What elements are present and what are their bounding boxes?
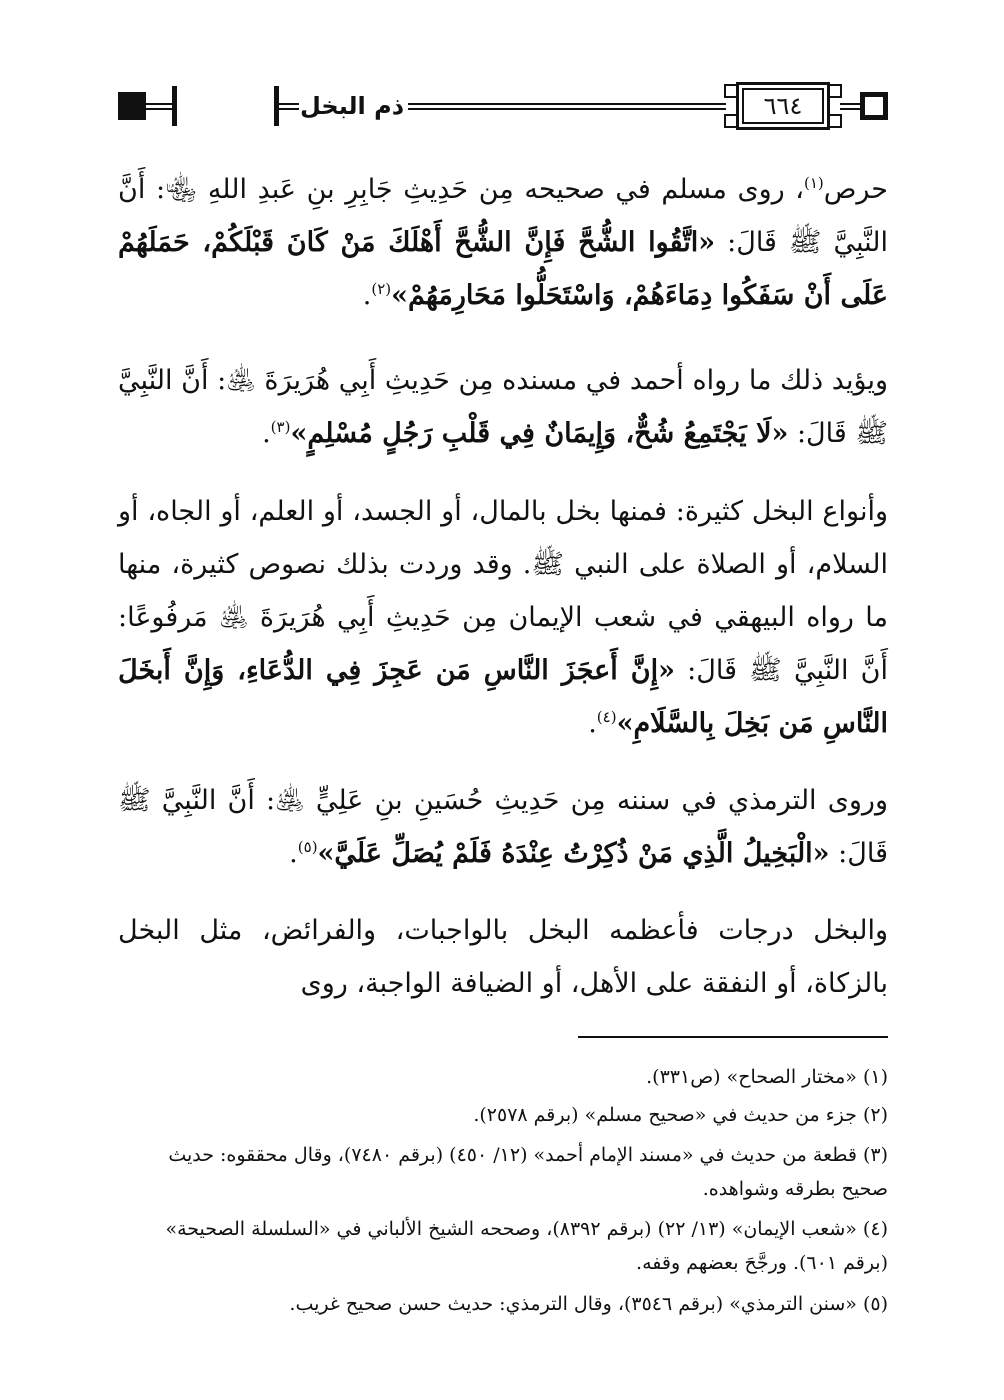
header-rule [279,103,299,110]
hadith-quote: «إِنَّ أَعجَزَ النَّاسِ مَن عَجِزَ فِي الدُّعَاءِ، وَإِنَّ أَبخَلَ النَّاسِ مَن بَخِلَ بِالسَّلَامِ» [118,655,888,739]
footnote-ref-5[interactable]: (٥) [297,838,318,856]
header-rule [408,103,726,110]
footnote-5: (٥) «سنن الترمذي» (برقم ٣٥٤٦)، وقال الترمذي: حديث حسن صحيح غريب. [289,1293,888,1315]
paragraph-4: وروى الترمذي في سننه مِن حَدِيثِ حُسَينِ بنِ عَلِيٍّ ﵁: أَنَّ النَّبِيَّ ﷺ قَالَ: «الْبَخِيلُ الَّذِي مَنْ ذُكِرْتُ عِنْدَهُ فَلَمْ يُصَلِّ عَلَيَّ»$^{(٥)}$. [118,785,888,869]
footnote-ref-1[interactable]: (١) [803,174,824,192]
header-left-square-ornament [118,92,146,120]
frame-corner-ornament [828,114,842,128]
footnote-3: (٣) قطعة من حديث في «مسند الإمام أحمد» (١٢/ ٤٥٠) (برقم ٧٤٨٠)، وقال محققوه: حديث صحيح بطرقه وشواهده. [168,1144,888,1200]
footnote-ref-2[interactable]: (٢) [371,280,392,298]
hadith-quote: «اتَّقُوا الشُّحَّ فَإِنَّ الشُّحَّ أَهْلَكَ مَنْ كَانَ قَبْلَكُمْ، حَمَلَهُمْ عَلَى أَنْ سَفَكُوا دِمَاءَهُمْ، وَاسْتَحَلُّوا مَحَارِمَهُمْ» [118,227,888,311]
paragraph-3: وأنواع البخل كثيرة: فمنها بخل بالمال، أو الجسد، أو العلم، أو الجاه، أو السلام، أو الصلاة على النبي ﷺ. وقد وردت بذلك نصوص كثيرة، منها ما رواه البيهقي في شعب الإيمان مِن حَدِيثِ أَبِي هُرَيرَةَ ﵁ مَرفُوعًا: أَنَّ النَّبِيَّ ﷺ قَالَ: «إِنَّ أَعجَزَ النَّاسِ مَن عَجِزَ فِي الدُّعَاءِ، وَإِنَّ أَبخَلَ النَّاسِ مَن بَخِلَ بِالسَّلَامِ»$^{(٤)}$. [118,496,888,739]
page-number-frame [724,82,842,130]
footnote-2: (٢) جزء من حديث في «صحيح مسلم» (برقم ٢٥٧٨). [473,1104,888,1126]
footnote-1: (١) «مختار الصحاح» (ص٣٣١). [646,1066,888,1088]
frame-corner-ornament [828,84,842,98]
footnote-ref-4[interactable]: (٤) [596,708,617,726]
chapter-title: ذم البخل [300,92,405,120]
header-rule [146,103,172,110]
header-right-square-ornament [860,92,888,120]
hadith-quote: «الْبَخِيلُ الَّذِي مَنْ ذُكِرْتُ عِنْدَهُ فَلَمْ يُصَلِّ عَلَيَّ» [317,838,830,869]
footnote-ref-3[interactable]: (٣) [270,418,291,436]
running-header [118,78,888,134]
paragraph-5: والبخل درجات فأعظمه البخل بالواجبات، والفرائض، مثل البخل بالزكاة، أو النفقة على الأهل، أو الضيافة الواجبة، روى [118,915,888,999]
footnote-separator [578,1036,888,1038]
header-rule [840,103,862,110]
paragraph-2: ويؤيد ذلك ما رواه أحمد في مسنده مِن حَدِيثِ أَبِي هُرَيرَةَ ﵁: أَنَّ النَّبِيَّ ﷺ قَالَ: «لَا يَجْتَمِعُ شُحٌّ، وَإِيمَانٌ فِي قَلْبِ رَجُلٍ مُسْلِمٍ»$^{(٣)}$. [118,365,888,449]
header-bar-ornament [172,86,177,126]
page-number: ٦٦٤ [763,92,803,120]
hadith-quote: «لَا يَجْتَمِعُ شُحٌّ، وَإِيمَانٌ فِي قَلْبِ رَجُلٍ مُسْلِمٍ» [290,418,789,449]
paragraph-1: حرص$^{(١)}$، روى مسلم في صحيحه مِن حَدِيثِ جَابِرِ بنِ عَبدِ اللهِ ﵄: أَنَّ النَّبِيَّ ﷺ قَالَ: «اتَّقُوا الشُّحَّ فَإِنَّ الشُّحَّ أَهْلَكَ مَنْ كَانَ قَبْلَكُمْ، حَمَلَهُمْ عَلَى أَنْ سَفَكُوا دِمَاءَهُمْ، وَاسْتَحَلُّوا مَحَارِمَهُمْ»$^{(٢)}$. [118,174,888,311]
footnote-4: (٤) «شعب الإيمان» (١٣/ ٢٢) (برقم ٨٣٩٢)، وصححه الشيخ الألباني في «السلسلة الصحيحة» (برقم ٦٠١). ورجَّحَ بعضهم وقفه. [165,1218,888,1274]
